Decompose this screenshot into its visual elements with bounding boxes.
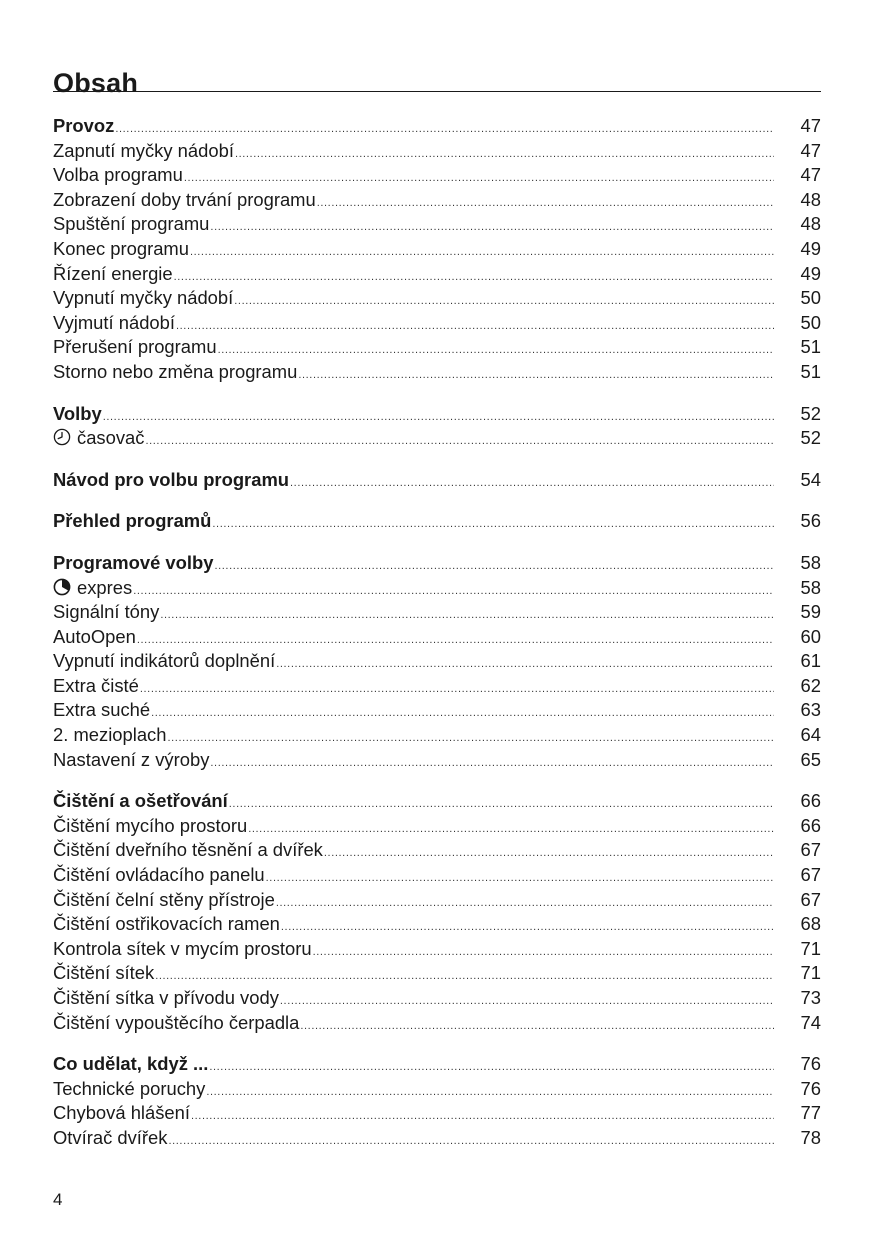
- toc-heading[interactable]: [53, 789, 821, 814]
- clock-icon: [53, 428, 71, 446]
- toc-section: [53, 789, 821, 1035]
- toc-label-wrap: [53, 426, 144, 451]
- toc-label-wrap: [53, 311, 175, 336]
- toc-label-wrap: [53, 1077, 205, 1102]
- toc-label: Konec programu: [53, 237, 189, 259]
- dot-leader: [140, 677, 774, 702]
- toc-section: [53, 509, 821, 534]
- dot-leader: [133, 579, 774, 604]
- dot-leader: [298, 363, 774, 388]
- dot-leader: [176, 314, 774, 339]
- toc-label-wrap: [53, 212, 209, 237]
- toc-label: časovač: [77, 427, 145, 449]
- toc-page-number: 62: [800, 674, 821, 696]
- toc-label: Nastavení z výroby: [53, 748, 210, 770]
- toc-label-wrap: [53, 1101, 190, 1126]
- dot-leader: [324, 841, 774, 866]
- table-of-contents: [53, 114, 821, 1168]
- toc-label-wrap: [53, 139, 234, 164]
- toc-heading[interactable]: [53, 509, 821, 534]
- toc-page-number: 58: [800, 551, 821, 573]
- toc-label: Chybová hlášení: [53, 1102, 190, 1124]
- toc-label: Zapnutí myčky nádobí: [53, 139, 234, 161]
- toc-label-wrap: [53, 509, 211, 534]
- toc-page-number: 51: [800, 360, 821, 382]
- toc-entry[interactable]: [53, 698, 821, 723]
- toc-label-wrap: [53, 625, 136, 650]
- toc-entry[interactable]: [53, 838, 821, 863]
- dot-leader: [212, 512, 774, 537]
- dot-leader: [168, 1129, 774, 1154]
- dot-leader: [234, 289, 774, 314]
- toc-label-wrap: [53, 114, 114, 139]
- toc-page-number: 67: [800, 864, 821, 886]
- toc-page-number: 76: [800, 1053, 821, 1075]
- dot-leader: [276, 652, 774, 677]
- toc-label-wrap: [53, 888, 275, 913]
- toc-label: Přerušení programu: [53, 336, 217, 358]
- toc-label-wrap: [53, 674, 139, 699]
- toc-label: Technické poruchy: [53, 1077, 206, 1099]
- toc-page-number: 49: [800, 237, 821, 259]
- toc-section: [53, 468, 821, 493]
- toc-entry[interactable]: [53, 212, 821, 237]
- toc-page-number: 59: [800, 601, 821, 623]
- toc-entry[interactable]: [53, 576, 821, 601]
- dot-leader: [300, 1014, 774, 1039]
- toc-entry[interactable]: [53, 986, 821, 1011]
- toc-entry[interactable]: [53, 863, 821, 888]
- toc-label-wrap: [53, 814, 247, 839]
- toc-entry[interactable]: [53, 1126, 821, 1151]
- toc-page-number: 71: [800, 937, 821, 959]
- toc-label: Kontrola sítek v mycím prostoru: [53, 937, 312, 959]
- toc-page-number: 50: [800, 287, 821, 309]
- toc-page-number: 48: [800, 213, 821, 235]
- toc-entry[interactable]: [53, 335, 821, 360]
- toc-page-number: 60: [800, 625, 821, 647]
- toc-page-number: 50: [800, 311, 821, 333]
- toc-label-wrap: [53, 838, 323, 863]
- dot-leader: [151, 701, 774, 726]
- toc-entry[interactable]: [53, 1011, 821, 1036]
- dot-leader: [248, 817, 774, 842]
- dot-leader: [214, 554, 774, 579]
- toc-page-number: 64: [800, 724, 821, 746]
- toc-entry[interactable]: [53, 1101, 821, 1126]
- toc-page-number: 61: [800, 650, 821, 672]
- toc-entry[interactable]: [53, 188, 821, 213]
- toc-page-number: 52: [800, 402, 821, 424]
- dot-leader: [281, 915, 774, 940]
- toc-label: Čištění a ošetřování: [53, 790, 228, 812]
- toc-label-wrap: [53, 576, 132, 601]
- toc-label-wrap: [53, 188, 316, 213]
- toc-entry[interactable]: [53, 961, 821, 986]
- dot-leader: [317, 191, 774, 216]
- toc-label: Řízení energie: [53, 262, 173, 284]
- toc-page-number: 51: [800, 336, 821, 358]
- toc-section: [53, 551, 821, 772]
- toc-label-wrap: [53, 649, 275, 674]
- toc-label: Vypnutí myčky nádobí: [53, 287, 234, 309]
- toc-page-number: 66: [800, 814, 821, 836]
- toc-page-number: 48: [800, 188, 821, 210]
- toc-label-wrap: [53, 600, 159, 625]
- dot-leader: [210, 751, 774, 776]
- toc-entry[interactable]: [53, 937, 821, 962]
- toc-entry[interactable]: [53, 674, 821, 699]
- dot-leader: [191, 1104, 774, 1129]
- dot-leader: [313, 940, 774, 965]
- toc-label-wrap: [53, 912, 280, 937]
- toc-label: Otvírač dvířek: [53, 1126, 168, 1148]
- dot-leader: [190, 240, 774, 265]
- dot-leader: [235, 142, 774, 167]
- toc-label: Signální tóny: [53, 601, 160, 623]
- toc-label: Extra suché: [53, 699, 151, 721]
- toc-page-number: 56: [800, 510, 821, 532]
- toc-heading[interactable]: [53, 1052, 821, 1077]
- toc-label: Čištění čelní stěny přístroje: [53, 888, 275, 910]
- toc-entry[interactable]: [53, 311, 821, 336]
- toc-label: Volba programu: [53, 164, 183, 186]
- toc-page-number: 49: [800, 262, 821, 284]
- dot-leader: [290, 471, 774, 496]
- toc-label-wrap: [53, 789, 228, 814]
- toc-label-wrap: [53, 335, 217, 360]
- toc-heading[interactable]: [53, 551, 821, 576]
- toc-label-wrap: [53, 698, 150, 723]
- toc-label-wrap: [53, 937, 312, 962]
- toc-label: expres: [77, 576, 133, 598]
- toc-label-wrap: [53, 468, 289, 493]
- toc-heading[interactable]: [53, 402, 821, 427]
- toc-label-wrap: [53, 748, 209, 773]
- toc-entry[interactable]: [53, 139, 821, 164]
- toc-label: Programové volby: [53, 551, 214, 573]
- toc-page-number: 74: [800, 1011, 821, 1033]
- toc-label: Čištění vypouštěcího čerpadla: [53, 1011, 300, 1033]
- toc-page-number: 54: [800, 468, 821, 490]
- expres-icon: [53, 578, 71, 596]
- toc-label: Čištění ostřikovacích ramen: [53, 913, 280, 935]
- toc-page-number: 58: [800, 576, 821, 598]
- toc-page-number: 47: [800, 115, 821, 136]
- toc-label: Čištění sítek: [53, 962, 155, 984]
- toc-entry[interactable]: [53, 723, 821, 748]
- toc-label-wrap: [53, 360, 297, 385]
- toc-label: AutoOpen: [53, 625, 136, 647]
- toc-entry[interactable]: [53, 814, 821, 839]
- dot-leader: [206, 1080, 774, 1105]
- toc-label: Zobrazení doby trvání programu: [53, 188, 316, 210]
- dot-leader: [210, 215, 774, 240]
- toc-label-wrap: [53, 262, 173, 287]
- dot-leader: [174, 265, 774, 290]
- toc-label-wrap: [53, 286, 233, 311]
- page-number: 4: [53, 1190, 63, 1209]
- toc-page-number: 66: [800, 790, 821, 812]
- toc-label: Storno nebo změna programu: [53, 360, 298, 382]
- toc-page-number: 71: [800, 962, 821, 984]
- toc-label: Provoz: [53, 115, 115, 136]
- toc-entry[interactable]: [53, 262, 821, 287]
- toc-entry[interactable]: [53, 912, 821, 937]
- toc-label: Volby: [53, 402, 102, 424]
- toc-page-number: 76: [800, 1077, 821, 1099]
- dot-leader: [280, 989, 774, 1014]
- dot-leader: [160, 603, 774, 628]
- toc-label: Extra čisté: [53, 674, 139, 696]
- dot-leader: [167, 726, 774, 751]
- toc-label: Návod pro volbu programu: [53, 468, 290, 490]
- toc-entry[interactable]: [53, 1077, 821, 1102]
- toc-label-wrap: [53, 237, 189, 262]
- toc-page-number: 78: [800, 1126, 821, 1148]
- dot-leader: [209, 1055, 774, 1080]
- toc-page-number: 67: [800, 839, 821, 861]
- dot-leader: [103, 405, 774, 430]
- toc-page-number: 77: [800, 1102, 821, 1124]
- toc-page-number: 65: [800, 748, 821, 770]
- toc-page-number: 52: [800, 427, 821, 449]
- toc-label-wrap: [53, 402, 102, 427]
- toc-section: [53, 114, 821, 385]
- toc-page-number: 68: [800, 913, 821, 935]
- title-divider: [53, 91, 821, 92]
- toc-label: Spuštění programu: [53, 213, 210, 235]
- toc-label: Čištění dveřního těsnění a dvířek: [53, 839, 323, 861]
- toc-label-wrap: [53, 723, 166, 748]
- toc-page-number: 47: [800, 139, 821, 161]
- toc-entry[interactable]: [53, 286, 821, 311]
- toc-label-wrap: [53, 863, 265, 888]
- toc-entry[interactable]: [53, 237, 821, 262]
- toc-page-number: 67: [800, 888, 821, 910]
- toc-label-wrap: [53, 163, 183, 188]
- dot-leader: [145, 429, 774, 454]
- dot-leader: [218, 338, 774, 363]
- dot-leader: [266, 866, 774, 891]
- toc-entry[interactable]: [53, 163, 821, 188]
- toc-entry[interactable]: [53, 748, 821, 773]
- toc-label: 2. mezioplach: [53, 724, 167, 746]
- toc-label: Vypnutí indikátorů doplnění: [53, 650, 276, 672]
- toc-entry[interactable]: [53, 600, 821, 625]
- dot-leader: [229, 792, 774, 817]
- toc-label-wrap: [53, 961, 154, 986]
- toc-heading[interactable]: [53, 468, 821, 493]
- toc-entry[interactable]: [53, 649, 821, 674]
- toc-page-number: 63: [800, 699, 821, 721]
- toc-label: Čištění sítka v přívodu vody: [53, 987, 279, 1008]
- toc-label-wrap: [53, 1052, 208, 1077]
- toc-entry[interactable]: [53, 426, 821, 451]
- page-title: Obsah: [53, 68, 139, 99]
- toc-section: [53, 402, 821, 451]
- toc-label: Čištění mycího prostoru: [53, 814, 248, 836]
- toc-label: Vyjmutí nádobí: [53, 311, 175, 333]
- toc-heading[interactable]: [53, 114, 821, 139]
- toc-entry[interactable]: [53, 625, 821, 650]
- toc-entry[interactable]: [53, 888, 821, 913]
- toc-label: Přehled programů: [53, 510, 212, 532]
- dot-leader: [276, 891, 774, 916]
- toc-entry[interactable]: [53, 360, 821, 385]
- toc-label: Čištění ovládacího panelu: [53, 864, 265, 886]
- toc-section: [53, 1052, 821, 1150]
- toc-label-wrap: [53, 1126, 167, 1151]
- toc-label-wrap: [53, 1011, 299, 1036]
- toc-label-wrap: [53, 986, 279, 1011]
- toc-page-number: 73: [800, 987, 821, 1008]
- toc-label-wrap: [53, 551, 213, 576]
- toc-label: Co udělat, když ...: [53, 1053, 209, 1075]
- toc-page-number: 47: [800, 164, 821, 186]
